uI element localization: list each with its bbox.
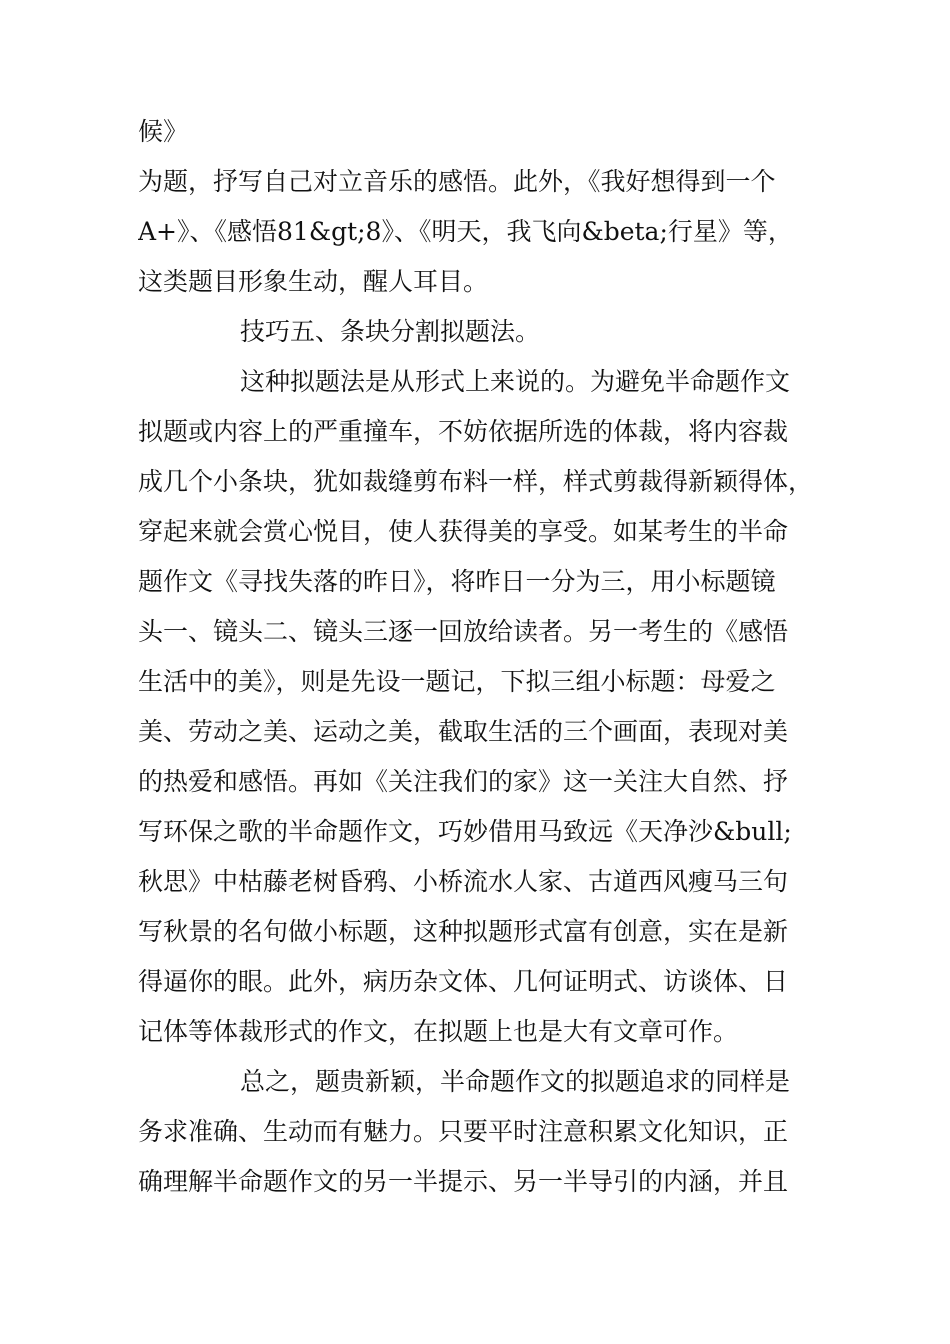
text-line: 写秋景的名句做小标题，这种拟题形式富有创意，实在是新 xyxy=(138,917,789,946)
text-line: 的热爱和感悟。再如《关注我们的家》这一关注大自然、抒 xyxy=(138,767,789,796)
text-line: 记体等体裁形式的作文，在拟题上也是大有文章可作。 xyxy=(138,1017,739,1046)
text-line: 候》 xyxy=(138,117,189,146)
text-line: 拟题或内容上的严重撞车，不妨依据所选的体裁，将内容裁 xyxy=(138,417,789,446)
text-line: 穿起来就会赏心悦目，使人获得美的享受。如某考生的半命 xyxy=(138,517,789,546)
text-line: 这类题目形象生动，醒人耳目。 xyxy=(138,267,489,296)
text-line: 头一、镜头二、镜头三逐一回放给读者。另一考生的《感悟 xyxy=(138,617,789,646)
text-line: 得逼你的眼。此外，病历杂文体、几何证明式、访谈体、日 xyxy=(138,967,789,996)
section-heading: 技巧五、条块分割拟题法。 xyxy=(240,317,541,346)
text-line: 题作文《寻找失落的昨日》，将昨日一分为三，用小标题镜 xyxy=(138,567,776,596)
text-line: 成几个小条块，犹如裁缝剪布料一样，样式剪裁得新颖得体， xyxy=(138,467,814,496)
text-line: 秋思》中枯藤老树昏鸦、小桥流水人家、古道西风瘦马三句 xyxy=(138,867,789,896)
text-line: 确理解半命题作文的另一半提示、另一半导引的内涵，并且 xyxy=(138,1167,789,1196)
paragraph-first-line: 这种拟题法是从形式上来说的。为避免半命题作文 xyxy=(240,367,791,396)
text-line: A+》、《感悟81&gt;8》、《明天，我飞向&beta;行星》等， xyxy=(138,217,793,246)
text-line: 生活中的美》，则是先设一题记，下拟三组小标题：母爱之 xyxy=(138,667,776,696)
text-line: 美、劳动之美、运动之美，截取生活的三个画面，表现对美 xyxy=(138,717,789,746)
text-line: 务求准确、生动而有魅力。只要平时注意积累文化知识，正 xyxy=(138,1117,789,1146)
paragraph-first-line: 总之，题贵新颖，半命题作文的拟题追求的同样是 xyxy=(240,1067,791,1096)
text-line: 写环保之歌的半命题作文，巧妙借用马致远《天净沙&bull; xyxy=(138,817,792,846)
text-line: 为题，抒写自己对立音乐的感悟。此外，《我好想得到一个 xyxy=(138,167,776,196)
